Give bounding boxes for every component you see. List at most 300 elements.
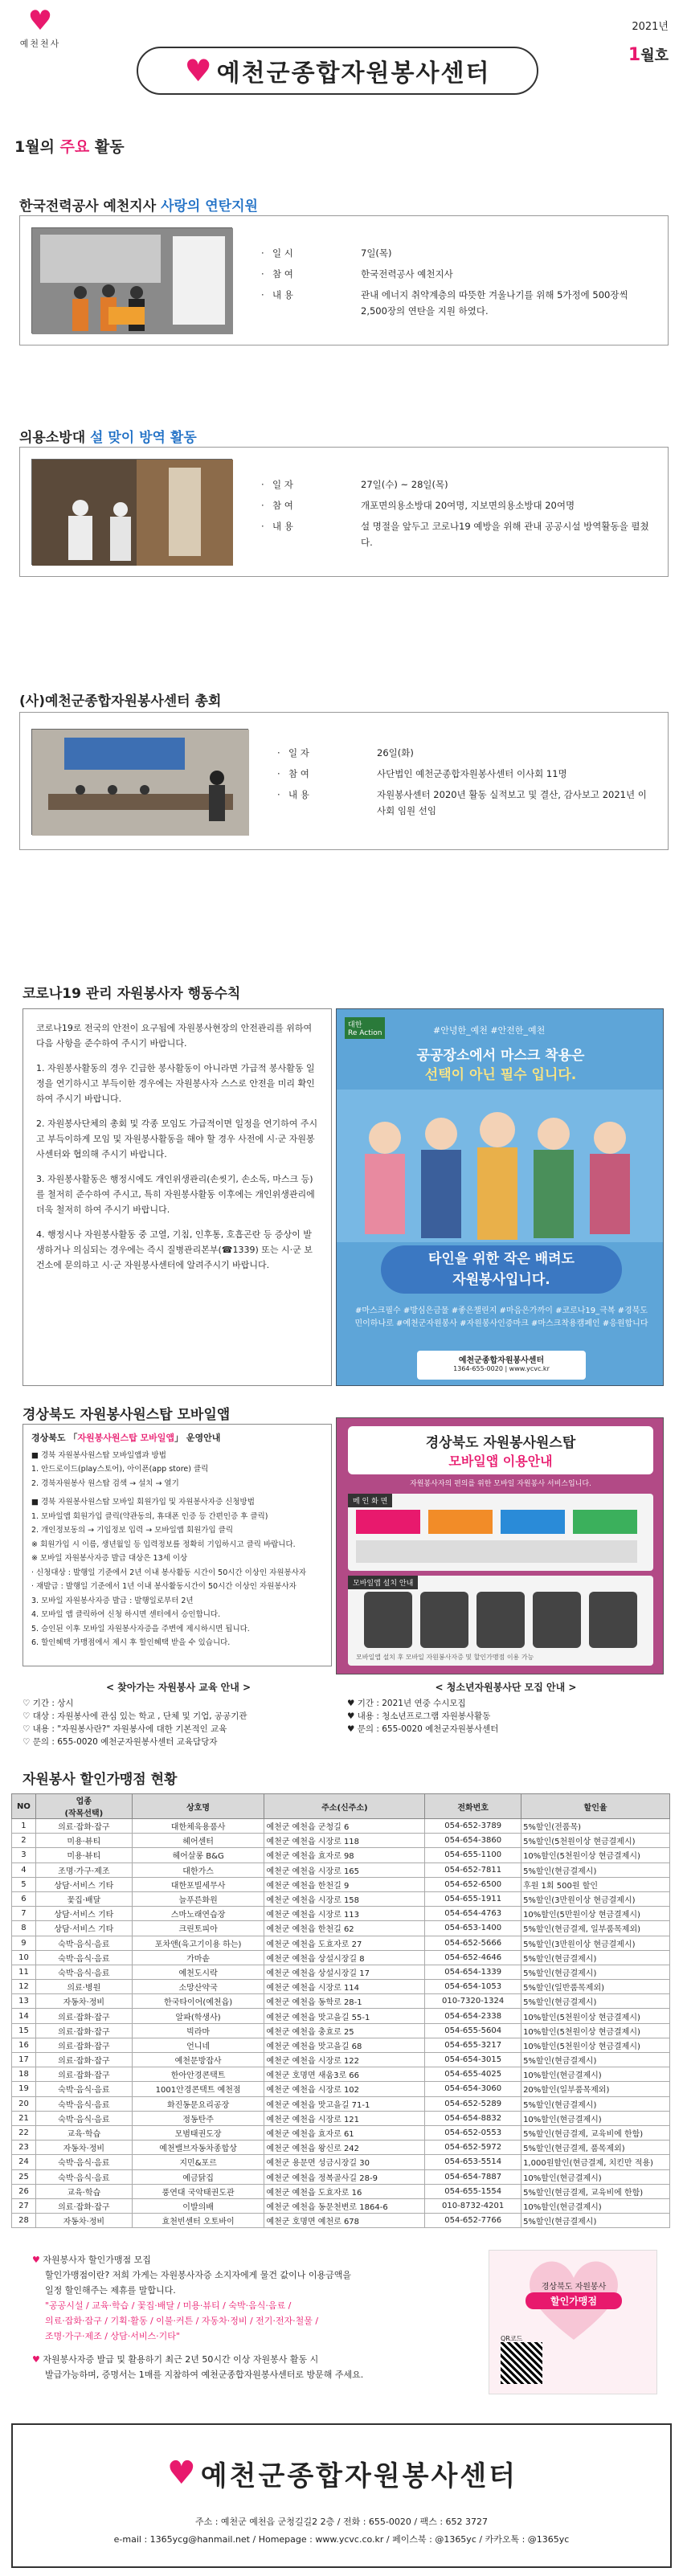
table-cell: 1001안경콘택트 예천점	[132, 2082, 264, 2096]
table-cell: 예천군 예천읍 맛고을길 68	[264, 2038, 425, 2052]
table-cell: 054-654-3860	[425, 1834, 521, 1848]
discount-card-title: 할인가맹점	[526, 2292, 622, 2309]
table-cell: 미용·뷰티	[35, 1834, 132, 1848]
table-cell: 054-652-3789	[425, 1819, 521, 1834]
table-cell: 예천문방잡사	[132, 2053, 264, 2067]
detail-label: 내 용	[272, 521, 293, 532]
table-cell: 5%할인(3만원이상 현금결제시)	[521, 1936, 670, 1950]
heart-wings-icon: ♥	[27, 5, 53, 37]
table-cell: 예천군 예천읍 맛고을길 55-1	[264, 2009, 425, 2023]
table-cell: 22	[12, 2125, 36, 2140]
table-cell: 3	[12, 1848, 36, 1862]
app-guide-subtitle-post: 」 운영안내	[174, 1433, 221, 1443]
activity-box	[19, 447, 669, 577]
youth-item: ♥ 기간 : 2021년 연중 수시모집	[347, 1699, 466, 1708]
activity-title-text: 한국전력공사 예천지사	[19, 198, 162, 215]
table-cell: 지민&포르	[132, 2155, 264, 2169]
people-illustration	[337, 1090, 664, 1242]
heart-icon: ♥	[32, 2354, 43, 2365]
detail-label: 일 자	[272, 479, 293, 490]
table-row	[12, 2184, 670, 2198]
table-cell: 054-652-4646	[425, 1950, 521, 1965]
table-row	[12, 1819, 670, 1834]
app-guide-line: · 신청대상 : 발행일 기준에서 2년 이내 봉사활동 시간이 50시간 이상인 자원봉사자	[31, 1568, 307, 1577]
table-row	[12, 1950, 670, 1965]
app-guide-line: 5. 승인된 이후 모바일 자원봉사자증을 주변에 제시하시면 됩니다.	[31, 1624, 250, 1634]
table-cell: 예천군 예천읍 군청길 6	[264, 1819, 425, 1834]
table-cell: 예천군 예천읍 충효로 25	[264, 2023, 425, 2038]
app-guide-line: ※ 회원가입 시 이름, 생년월일 등 입력정보를 정확히 기입하시고 클릭 바랍니다.	[31, 1539, 296, 1549]
table-cell: 23	[12, 2141, 36, 2155]
recruit-heading-text: 자원봉사자 할인가맹점 모집	[43, 2255, 151, 2265]
table-cell: 10%할인(5천원이상 현금결제시)	[521, 2009, 670, 2023]
masthead	[137, 47, 538, 95]
activity-title-highlight: 사랑의 연탄지원	[161, 198, 258, 215]
table-cell: 5%할인(3만원이상 현금결제시)	[521, 1891, 670, 1906]
app-main-screen-label: 메 인 화 면	[348, 1494, 392, 1507]
activity-title-text: (사)예천군종합자원봉사센터 총회	[19, 693, 222, 709]
table-cell: 10	[12, 1950, 36, 1965]
covid-intro: 코로나19로 전국의 안전이 요구됨에 자원봉사현장의 안전관리를 위하여 다음 사항을 준수하여 주시기 바랍니다.	[36, 1023, 313, 1049]
table-cell: 5%할인(일반품목제외)	[521, 1980, 670, 1994]
table-header-cell: 주소(신주소)	[264, 1794, 425, 1819]
issue-number	[572, 44, 669, 65]
app-section-title: 경상북도 자원봉사원스탑 모바일앱	[22, 1407, 231, 1423]
table-cell: 7	[12, 1907, 36, 1921]
table-cell: 효천빈센터 오토바이	[132, 2214, 264, 2228]
recruit-line: 일정 할인해주는 제휴를 말합니다.	[45, 2285, 176, 2296]
covid-rule: 1. 자원봉사활동의 경우 긴급한 봉사활동이 아니라면 가급적 봉사활동 일정을 연기하시고 부득이한 경우에는 자원봉사자 스스로 안전을 미리 확인하여 주시기 바랍니다.	[36, 1063, 315, 1104]
table-cell: 언니네	[132, 2038, 264, 2052]
table-cell: 예천도시락	[132, 1965, 264, 1979]
table-cell: 예천군 예천읍 도효자로 16	[264, 2184, 425, 2198]
table-row	[12, 1965, 670, 1979]
detail-row: · 참 여 사단법인 예천군종합자원봉사센터 이사회 11명	[277, 766, 655, 782]
table-cell: 12	[12, 1980, 36, 1994]
table-row	[12, 2141, 670, 2155]
table-header-cell: 할인율	[521, 1794, 670, 1819]
heart-icon: ♥	[166, 2455, 196, 2492]
activity-photo	[31, 729, 248, 835]
table-cell: 054-654-3060	[425, 2082, 521, 2096]
table-row	[12, 2169, 670, 2184]
app-guide-line: ■ 경북 자원봉사원스탑 모바일 회원가입 및 자원봉사자증 신청방법	[31, 1498, 255, 1507]
table-cell: 예천군 예천읍 시장로 113	[264, 1907, 425, 1921]
poster-headline-1: 공공장소에서 마스크 착용은	[416, 1048, 585, 1064]
app-guide-line: 6. 할인혜택 가맹점에서 제시 후 할인혜택 받을 수 있습니다.	[31, 1638, 231, 1647]
app-install-panel	[348, 1576, 653, 1666]
table-header-cell: 업종 (작목선택)	[35, 1794, 132, 1819]
table-cell: 숙박·음식·음료	[35, 2155, 132, 2169]
table-cell: 스마노래연습장	[132, 1907, 264, 1921]
table-cell: 17	[12, 2053, 36, 2067]
table-cell: 5%할인(현금결제, 교육비에 한함)	[521, 2184, 670, 2198]
app-guide-line: · 재발급 : 발행일 기준에서 1년 이내 봉사활동시간이 50시간 이상인 자원봉사자	[31, 1582, 297, 1591]
detail-row: · 참 여 한국전력공사 예천지사	[261, 266, 655, 282]
main-heading	[14, 135, 125, 157]
table-cell: 054-654-2338	[425, 2009, 521, 2023]
table-cell: 21	[12, 2111, 36, 2125]
table-cell: 5%할인(현금결제시)	[521, 2214, 670, 2228]
education-item: ♡ 기간 : 상시	[22, 1699, 74, 1708]
detail-label: 참 여	[272, 268, 293, 280]
detail-label: 참 여	[288, 768, 309, 779]
table-cell: 예천군 예천읍 시장로 165	[264, 1862, 425, 1877]
table-cell: 예천군 호명면 예천로 678	[264, 2214, 425, 2228]
table-cell: 15	[12, 2023, 36, 2038]
logo-text: 예천천사	[19, 39, 61, 49]
recruit-heading	[32, 2252, 482, 2267]
table-cell: 10%할인(5천원이상 현금결제시)	[521, 2023, 670, 2038]
table-cell: 5%할인(5천원이상 현금결제시)	[521, 1834, 670, 1848]
recruit-notice	[32, 2252, 482, 2382]
table-cell: 의료·잡화·잡구	[35, 2038, 132, 2052]
detail-value: 개포면의용소방대 20여명, 지보면의용소방대 20여명	[361, 500, 575, 511]
table-header-row	[12, 1794, 670, 1819]
table-cell: 2	[12, 1834, 36, 1848]
table-row	[12, 1848, 670, 1862]
table-cell: 숙박·음식·음료	[35, 2082, 132, 2096]
table-row	[12, 2214, 670, 2228]
app-guide-line: 2. 경북자원봉사 원스탑 검색 → 설치 → 열기	[31, 1478, 179, 1488]
table-cell: 18	[12, 2067, 36, 2082]
recruit-line: 발급가능하며, 증명서는 1매를 지참하여 예천군종합자원봉사센터로 방문해 주세요.	[45, 2370, 364, 2380]
table-cell: 5%할인(현금결제, 품목제외)	[521, 2141, 670, 2155]
table-cell: 9	[12, 1936, 36, 1950]
table-cell: 의료·잡화·잡구	[35, 2198, 132, 2213]
mask-campaign-poster	[336, 1008, 664, 1386]
table-cell: 14	[12, 2009, 36, 2023]
poster-tags-top: #안녕한_예천 #안전한_예천	[433, 1025, 546, 1036]
table-row	[12, 1877, 670, 1891]
table-cell: 의료·잡화·잡구	[35, 2023, 132, 2038]
table-cell: 미용·뷰티	[35, 1848, 132, 1862]
table-cell: 헤어센터	[132, 1834, 264, 1848]
table-cell: 24	[12, 2155, 36, 2169]
table-cell: 늘푸른화원	[132, 1891, 264, 1906]
table-cell: 의료·잡화·잡구	[35, 1819, 132, 1834]
year: 2021년	[632, 21, 669, 33]
table-cell: 10%할인(5천원이상 현금결제시)	[521, 2038, 670, 2052]
detail-row: · 일 자 27일(수) ~ 28일(목)	[261, 476, 655, 493]
recruit-category: "공공시설 / 교육·학습 / 꽃집·배달 / 미용·뷰티 / 숙박·음식·음료 /	[45, 2300, 292, 2311]
activity-photo	[31, 459, 232, 565]
table-row	[12, 1907, 670, 1921]
detail-value: 26일(화)	[377, 747, 414, 758]
table-cell: 조명·가구·제조	[35, 1862, 132, 1877]
table-cell: 5%할인(전품목)	[521, 1819, 670, 1834]
table-cell: 예천군 예천읍 정복골사길 28-9	[264, 2169, 425, 2184]
table-cell: 꽃집·배달	[35, 1891, 132, 1906]
table-cell: 예천군 예천읍 왕신로 242	[264, 2141, 425, 2155]
table-cell: 054-654-1053	[425, 1980, 521, 1994]
table-row	[12, 2096, 670, 2111]
activity-details	[277, 745, 655, 824]
main-heading-suffix: 활동	[89, 138, 125, 156]
table-cell: 5%할인(현금결제시)	[521, 1950, 670, 1965]
table-cell: 풍연대 국악태권도관	[132, 2184, 264, 2198]
table-cell: 054-655-5604	[425, 2023, 521, 2038]
app-poster-title-2: 모바일앱 이용안내	[448, 1454, 553, 1469]
table-cell: 054-652-6500	[425, 1877, 521, 1891]
poster-tag	[345, 1017, 385, 1039]
table-row	[12, 2009, 670, 2023]
table-cell: 이발의배	[132, 2198, 264, 2213]
table-cell: 5%할인(현금결제, 일부품목제외)	[521, 1921, 670, 1936]
table-cell: 20	[12, 2096, 36, 2111]
table-cell: 교육·학습	[35, 2184, 132, 2198]
education-item: ♡ 내용 : "자원봉사란?" 자원봉사에 대한 기본적인 교육	[22, 1724, 227, 1734]
table-cell: 예천군 예천읍 효자로 98	[264, 1848, 425, 1862]
table-cell: 054-653-5514	[425, 2155, 521, 2169]
poster-hashtags: #마스크필수 #방심은금물 #좋은챌린지 #마음은가까이 #코로나19_극복 #경북도민이하나로 #예천군자원봉사 #자원봉사인증마크 #마스크착용캠페인 #응원합니다	[354, 1306, 648, 1328]
table-cell: 예천밸브자동차종합상	[132, 2141, 264, 2155]
table-cell: 예천군 예천읍 맛고을길 71-1	[264, 2096, 425, 2111]
youth-volunteer-guide	[347, 1681, 665, 1736]
app-poster-title-1: 경상북도 자원봉사원스탑	[425, 1435, 576, 1451]
activity-photo	[31, 227, 232, 333]
table-cell: 13	[12, 1994, 36, 2009]
app-poster	[336, 1417, 664, 1674]
recruit-heading	[32, 2352, 482, 2367]
app-poster-title	[348, 1426, 653, 1474]
table-cell: 10%할인(현금결제시)	[521, 2169, 670, 2184]
table-cell: 자동차·정비	[35, 2141, 132, 2155]
table-cell: 054-654-8832	[425, 2111, 521, 2125]
activity-title	[19, 426, 197, 446]
table-cell: 28	[12, 2214, 36, 2228]
discount-title: 자원봉사 할인가맹점 현황	[22, 1772, 178, 1788]
detail-label: 내 용	[272, 289, 293, 301]
app-guide-line: 1. 모바일앱 회원가입 클릭(약관동의, 휴대폰 인증 등 간편인증 후 클릭)	[31, 1511, 268, 1521]
table-cell: 화진동문요리공장	[132, 2096, 264, 2111]
detail-label: 일 시	[272, 247, 293, 259]
table-cell: 예천군 예천읍 상설시장길 17	[264, 1965, 425, 1979]
table-cell: 010-7320-1324	[425, 1994, 521, 2009]
table-cell: 예천군 예천읍 한천길 9	[264, 1877, 425, 1891]
table-cell: 예금닭집	[132, 2169, 264, 2184]
heart-icon: ♥	[184, 53, 212, 88]
table-row	[12, 2038, 670, 2052]
app-guide-subtitle-highlight: 자원봉사원스탑 모바일앱	[77, 1433, 175, 1443]
detail-row: · 참 여 개포면의용소방대 20여명, 지보면의용소방대 20여명	[261, 497, 655, 513]
table-cell: 예천군 예천읍 도효자로 27	[264, 1936, 425, 1950]
app-guide-line: 2. 개인정보동의 → 기입정보 입력 → 모바일앱 회원가입 클릭	[31, 1526, 234, 1535]
detail-row: · 내 용 관내 에너지 취약계층의 따뜻한 겨울나기를 위해 5가정에 500장씩 2,500장의 연탄을 지원 하였다.	[261, 287, 655, 319]
detail-value: 한국전력공사 예천지사	[361, 268, 453, 280]
discount-table	[11, 1793, 670, 2228]
table-cell: 의료·잡화·잡구	[35, 2053, 132, 2067]
table-cell: 5%할인(현금결제시)	[521, 1965, 670, 1979]
table-cell: 054-655-1100	[425, 1848, 521, 1862]
table-row	[12, 2082, 670, 2096]
youth-item: ♥ 내용 : 청소년프로그램 자원봉사활동	[347, 1711, 491, 1721]
table-row	[12, 2067, 670, 2082]
detail-row: · 내 용 자원봉사센터 2020년 활동 실적보고 및 결산, 감사보고 2021년 이사회 임원 선임	[277, 787, 655, 819]
app-main-screen-panel	[348, 1494, 653, 1571]
table-cell: 예천군 예천읍 한천길 62	[264, 1921, 425, 1936]
table-cell: 10%할인(현금결제시)	[521, 2067, 670, 2082]
activity-box	[19, 215, 669, 346]
detail-value: 설 명절을 앞두고 코로나19 예방을 위해 관내 공공시설 방역활동을 펼쳤다.	[361, 521, 649, 548]
table-cell: 5	[12, 1877, 36, 1891]
discount-card-subtitle: 경상북도 자원봉사	[541, 2283, 607, 2292]
table-cell: 상담·서비스 기타	[35, 1907, 132, 1921]
table-row	[12, 1936, 670, 1950]
table-cell: 054-652-5666	[425, 1936, 521, 1950]
table-cell: 054-653-1400	[425, 1921, 521, 1936]
app-guide-line: ※ 모바일 자원봉사자증 발급 대상은 13세 이상	[31, 1554, 188, 1563]
poster-tag-1: 대한	[348, 1021, 362, 1029]
app-guide-box	[22, 1424, 332, 1666]
table-cell: 자동차·정비	[35, 1994, 132, 2009]
issue-month: 1	[628, 45, 641, 65]
activity-box	[19, 712, 669, 850]
table-cell: 숙박·음식·음료	[35, 2169, 132, 2184]
table-cell: 숙박·음식·음료	[35, 1965, 132, 1979]
table-cell: 1	[12, 1819, 36, 1834]
table-cell: 054-655-3217	[425, 2038, 521, 2052]
poster-banner-1: 타인을 위한 작은 배려도	[428, 1251, 575, 1267]
table-cell: 후원 1회 500원 할인	[521, 1877, 670, 1891]
heart-icon: ♥	[32, 2255, 43, 2265]
table-row	[12, 2111, 670, 2125]
app-menu-icons	[356, 1510, 645, 1566]
table-cell: 19	[12, 2082, 36, 2096]
table-cell: 10%할인(현금결제시)	[521, 2111, 670, 2125]
table-cell: 11	[12, 1965, 36, 1979]
discount-table-wrap	[11, 1793, 670, 2228]
table-cell: 예천군 용문면 성금시장길 30	[264, 2155, 425, 2169]
poster-headline	[337, 1046, 664, 1085]
table-cell: 한국타이어(예천읍)	[132, 1994, 264, 2009]
table-cell: 054-652-7811	[425, 1862, 521, 1877]
table-cell: 054-655-1911	[425, 1891, 521, 1906]
footer-title: 예천군종합자원봉사센터	[200, 2459, 518, 2492]
app-install-note: 모바일앱 설치 후 모바일 자원봉사자증 및 할인가맹점 이용 가능	[356, 1654, 534, 1661]
education-item: ♡ 문의 : 655-0020 예천군자원봉사센터 교육담당자	[22, 1737, 218, 1747]
table-cell: 숙박·음식·음료	[35, 1936, 132, 1950]
table-cell: 정동탄주	[132, 2111, 264, 2125]
table-cell: 상담·서비스 기타	[35, 1877, 132, 1891]
table-cell: 예천군 예천읍 시장로 121	[264, 2111, 425, 2125]
table-row	[12, 1994, 670, 2009]
table-row	[12, 1891, 670, 1906]
table-cell: 예천군 예천읍 시장로 114	[264, 1980, 425, 1994]
table-cell: 크린토피아	[132, 1921, 264, 1936]
table-cell: 가마솥	[132, 1950, 264, 1965]
main-heading-highlight: 주요	[59, 138, 90, 156]
table-cell: 27	[12, 2198, 36, 2213]
table-body	[12, 1819, 670, 2228]
masthead-title: 예천군종합자원봉사센터	[216, 59, 491, 88]
table-cell: 5%할인(현금결제시)	[521, 1994, 670, 2009]
table-row	[12, 1980, 670, 1994]
table-cell: 26	[12, 2184, 36, 2198]
table-cell: 예천군 예천읍 시장로 118	[264, 1834, 425, 1848]
app-guide-line: 1. 안드로이드(play스토어), 아이폰(app store) 클릭	[31, 1465, 209, 1474]
table-cell: 054-654-4763	[425, 1907, 521, 1921]
app-install-label: 모바일앱 설치 안내	[348, 1576, 418, 1589]
activity-title-text: 의용소방대	[19, 430, 91, 446]
education-title: < 찾아가는 자원봉사 교육 안내 >	[105, 1682, 252, 1693]
table-cell: 1,000원할인(현금결제, 치킨만 적용)	[521, 2155, 670, 2169]
poster-org-box	[417, 1351, 586, 1380]
table-cell: 6	[12, 1891, 36, 1906]
table-cell: 예천군 예천읍 동문천변로 1864-6	[264, 2198, 425, 2213]
issue-suffix: 월호	[640, 47, 669, 64]
app-poster-subtitle: 자원봉사자의 편의를 위한 모바일 자원봉사 서비스입니다.	[410, 1480, 591, 1488]
qr-code-icon[interactable]	[501, 2342, 542, 2384]
covid-rule: 4. 행정시나 자원봉사활동 중 고열, 기침, 인후통, 호흡곤란 등 증상이 발생하거나 의심되는 경우에는 즉시 질병관리본부(☎1339) 또는 시·군 보건소에 문의하고 시·군 자원봉사센터에 알려주시기 바랍니다.	[36, 1229, 313, 1270]
discount-card	[489, 2250, 657, 2394]
table-cell: 숙박·음식·음료	[35, 2111, 132, 2125]
footer-contact-online: e-mail : 1365ycg@hanmail.net / Homepage : www.ycvc.co.kr / 페이스북 : @1365yc / 카카오톡 : @1365yc	[113, 2534, 570, 2545]
footer	[11, 2423, 672, 2568]
table-cell: 5%할인(현금결제시)	[521, 2053, 670, 2067]
table-cell: 054-655-4025	[425, 2067, 521, 2082]
table-header-cell: 상호명	[132, 1794, 264, 1819]
education-item: ♡ 대상 : 자원봉사에 관심 있는 학교 , 단체 및 기업, 공공기관	[22, 1711, 247, 1721]
table-cell: 054-652-5289	[425, 2096, 521, 2111]
app-guide-line: 3. 모바일 자원봉사자증 발급 : 발행일로부터 2년	[31, 1596, 194, 1605]
table-header-cell: NO	[12, 1794, 36, 1819]
table-header-cell: 전화번호	[425, 1794, 521, 1819]
main-heading-prefix: 1월의	[14, 138, 60, 156]
table-cell: 의료·잡화·잡구	[35, 2067, 132, 2082]
table-cell: 예천군 예천읍 효자로 61	[264, 2125, 425, 2140]
table-cell: 헤어살롱 B&G	[132, 1848, 264, 1862]
detail-label: 내 용	[288, 789, 309, 800]
table-cell: 숙박·음식·음료	[35, 2096, 132, 2111]
table-cell: 10%할인(현금결제시)	[521, 2198, 670, 2213]
education-guide	[22, 1681, 334, 1748]
table-cell: 빅라마	[132, 2023, 264, 2038]
table-cell: 대한체육용품사	[132, 1819, 264, 1834]
poster-phone: 1364-655-0020 | www.ycvc.kr	[453, 1365, 550, 1372]
activity-title-highlight: 설 맞이 방역 활동	[90, 430, 197, 446]
table-cell: 10%할인(5만원이상 현금결제시)	[521, 1907, 670, 1921]
table-cell: 20%할인(일부품목제외)	[521, 2082, 670, 2096]
recruit-heading-text: 자원봉사자증 발급 및 활용하기 최근 2년 50시간 이상 자원봉사 활동 시	[43, 2354, 319, 2365]
table-cell: 예천군 예천읍 상설시장길 8	[264, 1950, 425, 1965]
table-cell: 054-654-1339	[425, 1965, 521, 1979]
table-cell: 054-652-5972	[425, 2141, 521, 2155]
detail-row: · 일 시 7일(목)	[261, 245, 655, 261]
table-row	[12, 1921, 670, 1936]
table-row	[12, 1862, 670, 1877]
table-cell: 한아안경콘택트	[132, 2067, 264, 2082]
table-cell: 의료·병원	[35, 1980, 132, 1994]
issue-date	[572, 18, 669, 65]
detail-row: · 내 용 설 명절을 앞두고 코로나19 예방을 위해 관내 공공시설 방역활동을 펼쳤다.	[261, 518, 655, 550]
poster-org: 예천군종합자원봉사센터	[458, 1356, 545, 1365]
footer-title-wrap	[133, 2449, 551, 2497]
table-cell: 예천군 예천읍 시장로 122	[264, 2053, 425, 2067]
table-row	[12, 2023, 670, 2038]
table-cell: 054-654-7887	[425, 2169, 521, 2184]
table-cell: 예천군 예천읍 동학로 28-1	[264, 1994, 425, 2009]
activity-details	[261, 476, 655, 555]
app-guide-subtitle	[31, 1431, 323, 1445]
table-cell: 054-654-3015	[425, 2053, 521, 2067]
covid-rules-box	[22, 1008, 332, 1386]
table-cell: 대한가스	[132, 1862, 264, 1877]
poster-banner	[381, 1245, 622, 1294]
covid-rule: 3. 자원봉사활동은 행정시에도 개인위생관리(손씻기, 손소독, 마스크 등)를 철저히 준수하여 주시고, 특히 자원봉사활동 이후에는 개인위생관리에 더욱 철저히 하여 주시기 바랍니다.	[36, 1174, 315, 1215]
table-cell: 예천군 예천읍 시장로 158	[264, 1891, 425, 1906]
detail-value: 자원봉사센터 2020년 활동 실적보고 및 결산, 감사보고 2021년 이사회 임원 선임	[377, 789, 647, 816]
